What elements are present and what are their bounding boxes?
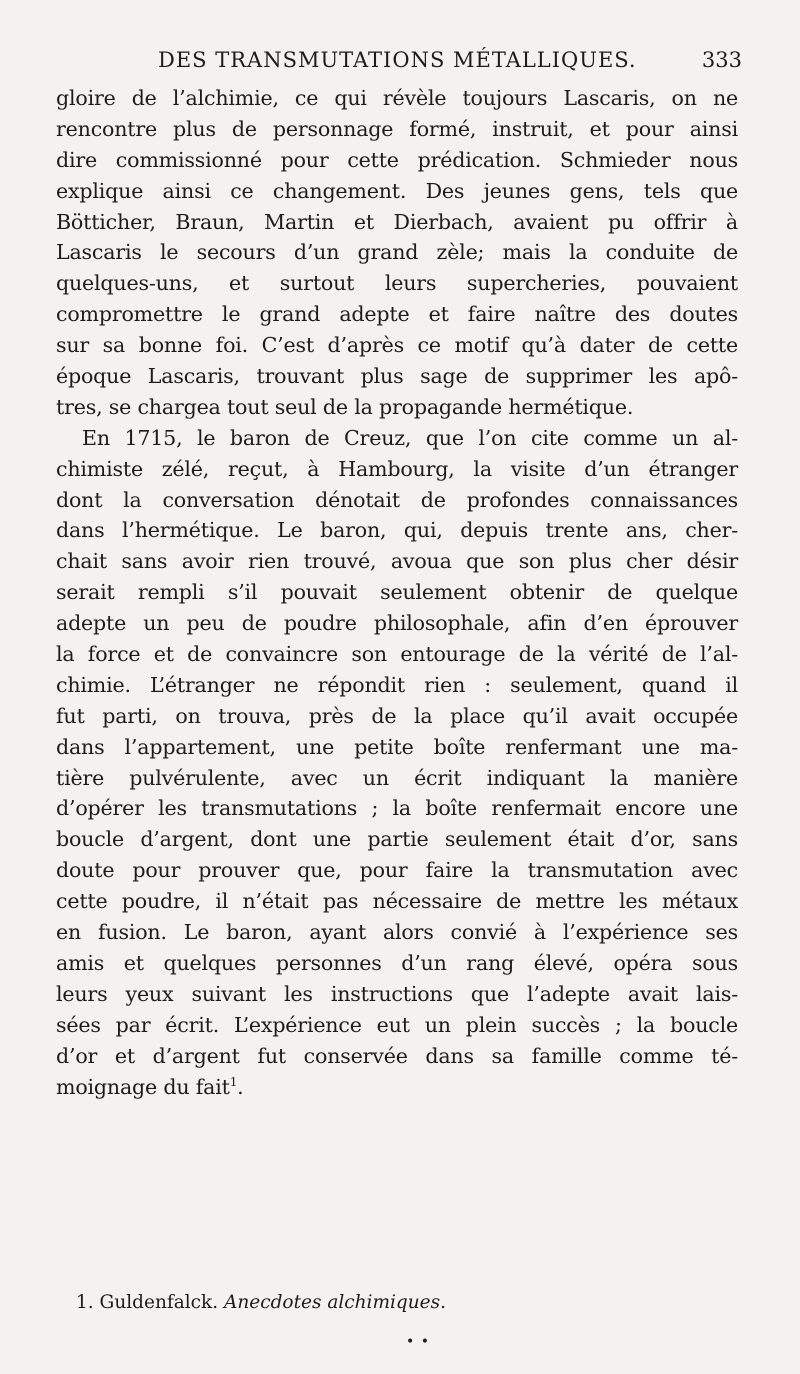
text-line: leurs yeux suivant les instructions que l’adepte avait lais- (56, 981, 738, 1006)
text-line: Lascaris le secours d’un grand zèle; mais la conduite de (56, 240, 738, 265)
text-line-content: moignage du fait (56, 1074, 230, 1099)
text-line: d’or et d’argent fut conservée dans sa famille comme té- (56, 1043, 738, 1068)
text-line: amis et quelques personnes d’un rang élevé, opéra sous (56, 950, 738, 975)
text-line: en fusion. Le baron, ayant alors convié à l’expérience ses (56, 920, 738, 945)
footnote-number: 1. (76, 1292, 94, 1313)
text-line: rencontre plus de personnage formé, instruit, et pour ainsi (56, 116, 738, 141)
text-line: tière pulvérulente, avec un écrit indiquant la manière (56, 765, 738, 790)
text-line: compromettre le grand adepte et faire naître des doutes (56, 302, 738, 327)
final-period: . (237, 1074, 244, 1099)
running-head (150, 48, 742, 78)
running-title: DES TRANSMUTATIONS MÉTALLIQUES. (158, 48, 637, 72)
text-line: serait rempli s’il pouvait seulement obtenir de quelque (56, 580, 738, 605)
text-line: quelques-uns, et surtout leurs supercheries, pouvaient (56, 271, 738, 296)
text-line: sées par écrit. L’expérience eut un plein succès ; la boucle (56, 1012, 738, 1037)
text-line: En 1715, le baron de Creuz, que l’on cite comme un al- (82, 425, 738, 450)
text-line: dont la conversation dénotait de profondes connaissances (56, 487, 738, 512)
text-line: fut parti, on trouva, près de la place qu’il avait occupée (56, 703, 738, 728)
text-line: sur sa bonne foi. C’est d’après ce motif qu’à dater de cette (56, 333, 738, 358)
body-text (56, 83, 738, 1102)
footnote-title: Anecdotes alchimiques. (224, 1292, 446, 1313)
text-line: la force et de convaincre son entourage de la vérité de l’al- (56, 642, 738, 667)
footnote-author: Guldenfalck. (99, 1292, 219, 1313)
text-line: adepte un peu de poudre philosophale, afin d’en éprouver (56, 611, 738, 636)
footnote-reference[interactable]: 1 (229, 1074, 238, 1089)
text-line: Bötticher, Braun, Martin et Dierbach, avaient pu offrir à (56, 209, 738, 234)
text-line: gloire de l’alchimie, ce qui révèle toujours Lascaris, on ne (56, 86, 738, 110)
text-line: dans l’hermétique. Le baron, qui, depuis trente ans, cher- (56, 518, 738, 543)
text-line: chimiste zélé, reçut, à Hambourg, la visite d’un étranger (56, 456, 738, 481)
text-line: dans l’appartement, une petite boîte renfermant une ma- (56, 734, 738, 759)
text-line: d’opérer les transmutations ; la boîte renfermait encore une (56, 796, 738, 821)
text-line: cette poudre, il n’était pas nécessaire de mettre les métaux (56, 889, 738, 914)
text-line: boucle d’argent, dont une partie seulement était d’or, sans (56, 827, 738, 852)
text-line: explique ainsi ce changement. Des jeunes gens, tels que (56, 178, 738, 203)
text-line-final (56, 1072, 738, 1103)
signature-mark: • • (406, 1334, 430, 1350)
text-line: chait sans avoir rien trouvé, avoua que son plus cher désir (56, 549, 738, 574)
text-line: époque Lascaris, trouvant plus sage de supprimer les apô- (56, 364, 738, 389)
text-line: tres, se chargea tout seul de la propagande hermétique. (56, 394, 634, 419)
text-line: dire commissionné pour cette prédication. Schmieder nous (56, 147, 738, 172)
page-number: 333 (701, 48, 742, 72)
footnote (76, 1292, 446, 1313)
text-line: chimie. L’étranger ne répondit rien : seulement, quand il (56, 672, 738, 697)
text-line: doute pour prouver que, pour faire la transmutation avec (56, 858, 738, 883)
